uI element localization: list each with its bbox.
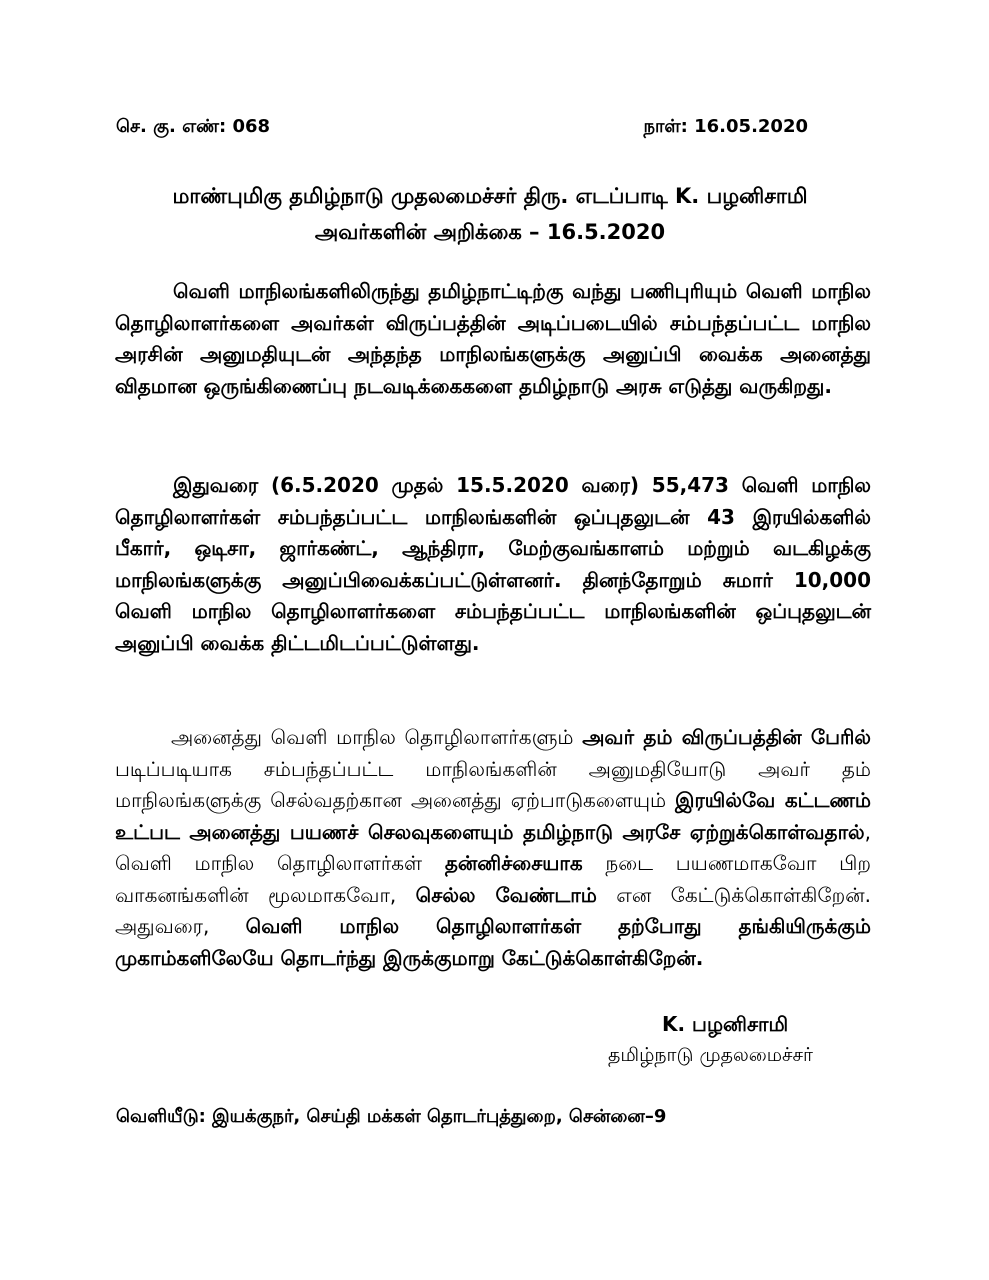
title-line-1: மாண்புமிகு தமிழ்நாடு முதலமைச்சர் திரு. எடப்பாடி K. பழனிசாமி [172,184,808,208]
paragraph-3-text-3: , வெளி மாநில தொழிலாளர்கள் [115,819,871,875]
paragraph-2 [115,470,871,659]
release-footer: வெளியீடு: இயக்குநர், செய்தி மக்கள் தொடர்புத்துறை, சென்னை–9 [116,1106,667,1127]
paragraph-3-text-1: அனைத்து வெளி மாநில தொழிலாளர்களும் [171,725,583,749]
paragraph-1-text: வெளி மாநிலங்களிலிருந்து தமிழ்நாட்டிற்கு வந்து பணிபுரியும் வெளி மாநில தொழிலாளர்களை அவர்கள் விருப்பத்தின் அடிப்படையில் சம்பந்தப்பட்ட மாநில அரசின் அனுமதியுடன் அந்தந்த மாநிலங்களுக்கு அனுப்பி வைக்க அனைத்து விதமான ஒருங்கிணைப்பு நடவடிக்கைகளை தமிழ்நாடு அரசு எடுத்து வருகிறது. [115,279,871,398]
paragraph-3-bold-2: இரயில்வே கட்டணம் உட்பட அனைத்து பயணச் செலவுகளையும் தமிழ்நாடு அரசே ஏற்றுக்கொள்வதால் [115,788,871,844]
signatory-role: தமிழ்நாடு முதலமைச்சர் [608,1044,813,1066]
document-title [90,178,890,250]
paragraph-2-text: இதுவரை (6.5.2020 முதல் 15.5.2020 வரை) 55,473 வெளி மாநில தொழிலாளர்கள் சம்பந்தப்பட்ட மாநிலங்களின் ஒப்புதலுடன் 43 இரயில்களில் பீகார், ஒடிசா, ஜார்கண்ட், ஆந்திரா, மேற்குவங்காளம் மற்றும் வடகிழக்கு மாநிலங்களுக்கு அனுப்பிவைக்கப்பட்டுள்ளனர். தினந்தோறும் சுமார் 10,000 வெளி மாநில தொழிலாளர்களை சம்பந்தப்பட்ட மாநிலங்களின் ஒப்புதலுடன் அனுப்பி வைக்க திட்டமிடப்பட்டுள்ளது. [115,473,871,655]
paragraph-3-bold-4: செல்ல வேண்டாம் [415,882,597,907]
signatory-name: K. பழனிசாமி [662,1012,789,1036]
paragraph-3-bold-1: அவர் தம் விருப்பத்தின் பேரில் [582,725,871,749]
paragraph-3-bold-3: தன்னிச்சையாக [444,851,583,875]
paragraph-3-bold-5: வெளி மாநில தொழிலாளர்கள் தற்போது தங்கியிருக்கும் முகாம்களிலேயே தொடர்ந்து இருக்குமாறு கேட்டுக்கொள்கிறேன். [115,914,871,970]
paragraph-3-text-2: படிப்படியாக சம்பந்தப்பட்ட மாநிலங்களின் அனுமதியோடு அவர் தம் மாநிலங்களுக்கு செல்வதற்கான அனைத்து ஏற்பாடுகளையும் [115,756,871,812]
paragraph-3 [115,722,871,974]
paragraph-3-text-5: என கேட்டுக்கொள்கிறேன். அதுவரை, [115,882,871,938]
reference-line [116,116,808,139]
paragraph-3-text-4: நடை பயணமாகவோ பிற வாகனங்களின் மூலமாகவோ, [115,851,871,907]
title-line-2: அவர்களின் அறிக்கை – 16.5.2020 [314,220,666,244]
reference-number: செ. கு. எண்: 068 [116,116,271,137]
release-date: நாள்: 16.05.2020 [643,116,808,137]
paragraph-1 [115,276,871,402]
